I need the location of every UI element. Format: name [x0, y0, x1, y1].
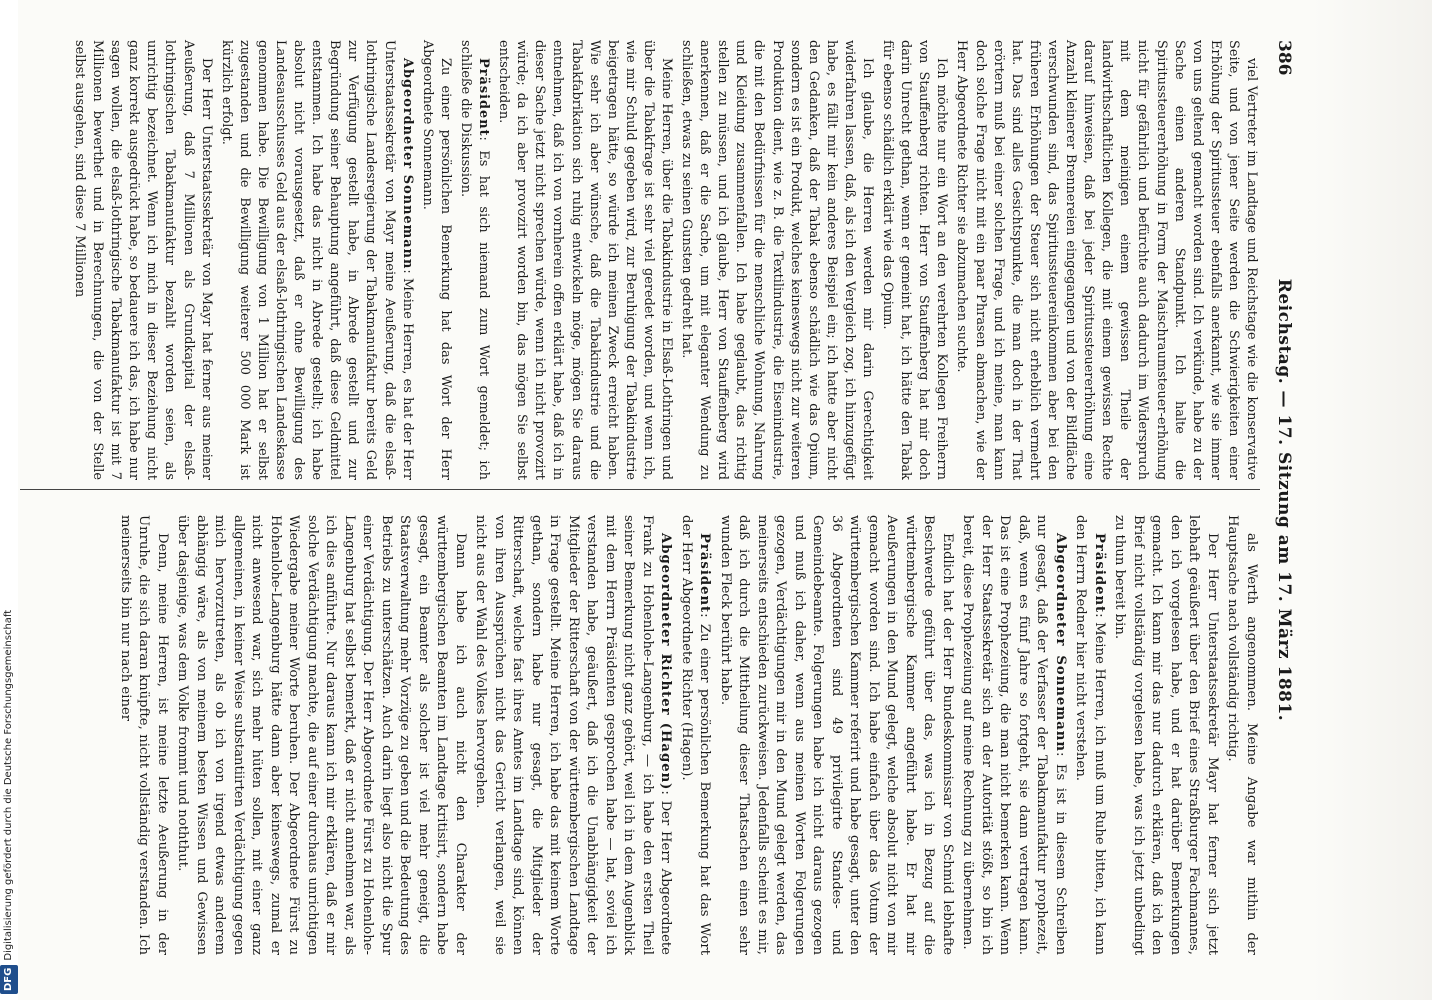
paragraph [1223, 515, 1260, 955]
paragraph-text: Ich glaube, die Herren werden mir darin Gerechtigkeit widerfahren lassen, daß, als ich den Vergleich zog, ich hinzugefügt habe, es fällt mir kein anderes Beispiel ein; ich hatte aber nicht den Gedanken, daß der Tabak ebenso schädlich wie das Opium, sondern es ist ein Produkt, welches keineswegs nicht zur weiteren Produktion dient, wie z. B. die Textilindustrie, die Eisenindustrie, die mit den Bedürfnissen für die menschliche Wohnung, Nahrung und Kleidung zusammenfallen. Ich habe geglaubt, das richtig stellen zu müssen, und ich glaube, Herr von Stauffenberg wird anerkennen, daß er die Sache, um mit eleganter Wendung zu schließen, etwas zu seinen Gunsten gedreht hat. [679, 40, 876, 480]
credit-text: Digitalisierung gefördert durch die Deutsche Forschungsgemeinschaft [3, 609, 14, 961]
speaker-name: Abgeordneter Sonnemann [1053, 533, 1068, 752]
credit-strip [0, 0, 18, 1000]
page-margin [1312, 0, 1432, 1000]
running-title: Reichstag. — 17. Sitzung am 17. März 1881. [1274, 278, 1294, 722]
speaker-name: Präsident [1092, 533, 1107, 614]
paragraph [418, 40, 454, 480]
paragraph [716, 515, 957, 955]
right-column [114, 515, 1261, 955]
paragraph-text: Es ist in diesem Schreiben nur gesagt, daß der Verfasser der Tabakmanufaktur prophezeit, daß, wenn es fünf Jahre so fortgeht, sie dann vertragen kann. Das ist eine Prophezeiung, die man nicht bemerken kann. Wenn der Herr Staatssekretär sich an der Autorität stößt, so bin ich bereit, diese Prophezeiung auf meine Rechnung zu übernehmen. [960, 515, 1068, 955]
paragraph [952, 40, 1260, 480]
page-number: 386 [1274, 40, 1294, 76]
page-header [1266, 40, 1294, 960]
paragraph [494, 40, 675, 480]
speaker-name: Abgeordneter Richter (Hagen) [658, 533, 674, 791]
speaker-name: Präsident [476, 58, 492, 137]
paragraph: Abgeordneter Sonnemann: Es ist in diesem Schreiben nur gesagt, daß der Verfasser der Tabakmanufaktur prophezeit, daß, wenn es fünf Jahre so fortgeht, sie dann vertragen kann. Das ist eine Prophezeiung, die man nicht bemerken kann. Wenn der Herr Staatssekretär sich an der Autorität stößt, so bin ich bereit, diese Prophezeiung auf meine Rechnung zu übernehmen. [960, 515, 1068, 955]
paragraph: Abgeordneter Richter (Hagen): Der Herr Abgeordnete Frank zu Hohenlohe-Langenburg, — ich habe den ersten Theil seiner Bemerkung nicht ganz gehört, weil ich in dem Augenblick mit dem Herrn Präsidenten gesprochen habe — hat, soviel ich verstanden habe, geäußert, daß ich die Unabhängigkeit der Mitglieder der Ritterschaft von der württembergischen Landtage in Frage gestellt. Meine Herren, ich habe das mit keinem Worte gethan, sondern habe nur gesagt, die Mitglieder der Ritterschaft, welche fast ihres Amtes im Landtage sind, können von ihren Aussprüchen nicht das Gericht verlangen, weil sie nicht aus der Wahl des Volkes hervorgehen. [473, 515, 674, 955]
paragraph [173, 515, 469, 955]
paragraph-text: als Werth angenommen. Meine Angabe war mithin der Hauptsache nach vollständig richtig. [1225, 515, 1259, 955]
paragraph-text: Der Herr Unterstaatssekretär von Mayr hat ferner aus meiner Aeußerung, daß 7 Millionen als Grundkapital der elsaß-lothringischen Tabakmanufaktur bezahlt worden seien, als unrichtig bezeichnet. Wenn ich mich in dieser Beziehung nicht ganz korrekt ausgedrückt habe, so bedauere ich das, ich habe nur sagen wollen, die elsaß-lothringische Tabakmanufaktur ist mit 7 Millionen bewerthet und in Berechnungen, die von der Stelle selbst ausgehen, sind diese 7 Millionen [72, 40, 214, 480]
paragraph-text: viel Vertreter im Landtage und Reichstage wie die konservative Seite, und von jener Seite werden die Schwierigkeiten einer Erhöhung der Spiritussteuer ebenfalls anerkannt, wie sie immer von uns geltend gemacht worden sind. Ich verkünde, habe zu der Sache einen anderen Standpunkt. Ich halte die Spiritussteuererhöhung in Form der Maischraumsteuer-erhöhung nicht für gefährlich und befürchte auch dadurch im Widerspruch mit dem meinigen einem gewissen Theile der landwirthschaftlichen Kollegen, die mit einem gewissen Rechte darauf hinweisen, daß bei jeder Spiritussteuererhöhung eine Anzahl kleinerer Brennereien eingegangen und von der Bildfläche verschwunden sind, das Spiritussteuereinkommen aber bei den früheren Erhöhungen der Steuer sich nicht erheblich vermehrt hat. Das sind alles Gesichtspunkte, die man doch in der That erörtern muß bei einer solchen Frage, und ich meine, man kann doch solche Frage nicht mit ein paar Phrasen abmachen, wie der Herr Abgeordnete Richter sie abzumachen suchte. [954, 40, 1259, 480]
paragraph-text: Denn, meine Herren, ist meine letzte Aeußerung in der Unruhe, die sich daran knüpfte, nicht vollständig verstanden. Ich meinerseits bin nur nach einer [118, 515, 170, 955]
paragraph-text: Endlich hat der Herr Bundeskommissar von Schmid lebhafte Beschwerde geführt über das, was ich in Bezug auf die württembergische Kammer angeführt habe. Er hat mir Aeußerungen in den Mund gelegt, welche absolut nicht von mir gemacht worden sind. Ich habe einfach über das Votum der württembergischen Kammer referirt und habe gesagt, unter den 36 Abgeordneten sind 49 privilegirte Standes- und Gemeindebeamte. Folgerungen habe ich nicht daraus gezogen und muß ich daher, wenn aus meinen Worten Folgerungen gezogen, Verdächtigungen mir in den Mund gelegt werden, das meinerseits entschieden zurückweisen. Jedenfalls scheint es mir, daß ich durch die Mittheilung dieser Thatsachen einen sehr wunden Fleck berührt habe. [718, 515, 955, 955]
paragraph-text: Zu einer persönlichen Bemerkung hat das Wort der Herr Abgeordnete Richter (Hagen). [679, 515, 713, 955]
left-column [68, 40, 1260, 480]
speaker-name: Abgeordneter Sonnemann [399, 58, 415, 270]
paragraph: Präsident: Es hat sich niemand zum Wort gemeldet; ich schließe die Diskussion. [457, 40, 492, 480]
paragraph [677, 40, 876, 480]
paragraph-text: Es hat sich niemand zum Wort gemeldet; ich schließe die Diskussion. [457, 40, 492, 480]
paragraph: Präsident: Meine Herren, ich muß um Ruhe bitten, ich kann den Herrn Redner hier nicht verstehen. [1073, 515, 1107, 955]
paragraph [878, 40, 950, 480]
paragraph: Abgeordneter Sonnemann: Meine Herren, es hat der Herr Unterstaatssekretär von Mayr meine Aeußerung, daß die elsaß-lothringische Landesregierung der Tabakmanufaktur bereits Geld zur Verfügung gestellt habe, in Abrede gestellt und zur Begründung seiner Behauptung angeführt, daß diese Geldmittel entstammen. Ich habe das nicht in Abrede gestellt; ich habe absolut nicht vorausgesetzt, daß er ohne Bewilligung des Landesausschusses Geld aus der elsaß-lothringischen Landeskasse genommen habe. Die Bewilligung von 1 Million hat er selbst zugestanden und die Bewilligung weiterer 500 000 Mark ist kürzlich erfolgt. [218, 40, 415, 480]
paragraph-text: Zu einer persönlichen Bemerkung hat das Wort der Herr Abgeordnete Sonnemann. [419, 40, 453, 480]
paragraph-text: Der Herr Abgeordnete Frank zu Hohenlohe-Langenburg, — ich habe den ersten Theil seiner Bemerkung nicht ganz gehört, weil ich in dem Augenblick mit dem Herrn Präsidenten gesprochen habe — hat, soviel ich verstanden habe, geäußert, daß ich die Unabhängigkeit der Mitglieder der Ritterschaft von der württembergischen Landtage in Frage gestellt. Meine Herren, ich habe das mit keinem Worte gethan, sondern habe nur gesagt, die Mitglieder der Ritterschaft, welche fast ihres Amtes im Landtage sind, können von ihren Aussprüchen nicht das Gericht verlangen, weil sie nicht aus der Wahl des Volkes hervorgehen. [473, 515, 674, 955]
paragraph-text: Dann habe ich auch nicht den Charakter der württembergischen Beamten im Landtage kritisirt, sondern habe gesagt, ein Beamter als solcher ist viel mehr geneigt, die Staatsverwaltung mehr Vorzüge zu geben und die Bedeutung des Betriebs zu unterschätzen. Auch darin liegt also nicht die Spur einer Verdächtigung. Der Herr Abgeordnete Fürst zu Hohenlohe-Langenburg hat selbst bemerkt, daß er nicht annehmen war, als ich dies anführte. Nur daraus kann ich mir erklären, daß er mir solche Verdächtigung machte, die auf einer durchaus unrichtigen Wiedergabe meiner Worte beruhen. Der Abgeordnete Fürst zu Hohenlohe-Langenburg hätte dann aber keineswegs, zumal er nicht anwesend war, sich mehr hüten sollen, mit einer ganz allgemeinen, in keiner Weise substantiirten Verdächtigung gegen mich hervorzutreten, als ob ich von irgend etwas anderem abhängig wäre, als von meinem besten Wissen und Gewissen über dasjenige, was dem Volke frommt und noththut. [175, 515, 468, 955]
paragraph-text: Meine Herren, es hat der Herr Unterstaatssekretär von Mayr meine Aeußerung, daß die elsaß-lothringische Landesregierung der Tabakmanufaktur bereits Geld zur Verfügung gestellt habe, in Abrede gestellt und zur Begründung seiner Behauptung angeführt, daß diese Geldmittel entstammen. Ich habe das nicht in Abrede gestellt; ich habe absolut nicht vorausgesetzt, daß er ohne Bewilligung des Landesausschusses Geld aus der elsaß-lothringischen Landeskasse genommen habe. Die Bewilligung von 1 Million hat er selbst zugestanden und die Bewilligung weiterer 500 000 Mark ist kürzlich erfolgt. [218, 40, 415, 480]
column-divider [20, 489, 1260, 490]
dfg-logo-icon: DFG [0, 965, 18, 994]
speaker-name: Präsident [697, 533, 713, 614]
paragraph: Präsident: Zu einer persönlichen Bemerkung hat das Wort der Herr Abgeordnete Richter (Hagen). [679, 515, 713, 955]
paragraph [70, 40, 215, 480]
paragraph [1110, 515, 1221, 955]
paragraph-text: Meine Herren, über die Tabakindustrie in Elsaß-Lothringen und über die Tabakfrage ist sehr viel geredet worden, und wenn ich, wie mir Schuld gegeben wird, zur Beruhigung der Tabakindustrie beigetragen hätte, so würde ich meinen Zweck erreicht haben. Wie sehr ich aber wünsche, daß die Tabakindustrie und die Tabakfabrikation sich ruhig entwickeln möge, mögen Sie daraus entnehmen, daß ich von vornherein offen erklärt habe, daß ich in dieser Sache jetzt nicht sprechen würde, wenn ich nicht provozirt würde; da ich aber provozirt worden bin, das mögen Sie selbst entscheiden. [496, 40, 674, 480]
paragraph-text: Ich möchte nur ein Wort an den verehrten Kollegen Freiherrn von Stauffenberg richten. Herr von Stauffenberg hat mir doch darin Unrecht gethan, wenn er gemeint hat, ich hätte den Tabak für ebenso schädlich erklärt wie das Opium. [880, 40, 950, 480]
paragraph [116, 515, 172, 955]
digitization-credit [0, 0, 18, 1000]
paragraph-text: Meine Herren, ich muß um Ruhe bitten, ich kann den Herrn Redner hier nicht verstehen. [1073, 515, 1107, 955]
paragraph-text: Der Herr Unterstaatssekretär Mayr hat ferner sich jetzt lebhaft geäußert über den Brief eines Straßburger Fachmannes, den ich vorgelesen habe, und er hat darüber Bemerkungen gemacht. Ich kann mir das nur dadurch erklären, daß ich den Brief nicht vollständig vorgelesen habe, was ich jetzt unbedingt zu thun bereit bin. [1112, 515, 1220, 955]
